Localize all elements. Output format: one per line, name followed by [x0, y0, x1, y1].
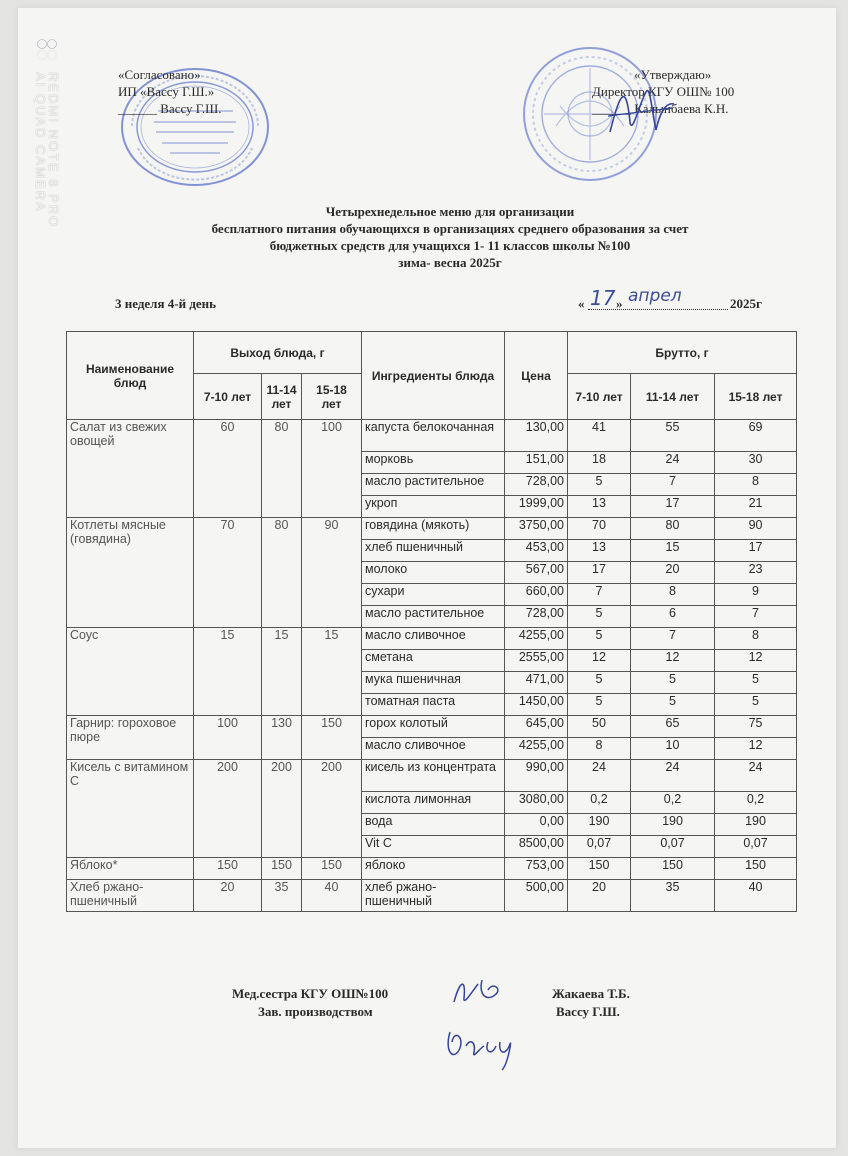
director-signature [600, 72, 680, 146]
price-cell: 753,00 [505, 858, 568, 880]
gross-15-18-cell: 5 [715, 672, 797, 694]
header-gross-age-15-18: 15-18 лет [715, 374, 797, 420]
gross-7-10-cell: 12 [568, 650, 631, 672]
header-dish-name: Наименование блюд [67, 332, 194, 420]
gross-7-10-cell: 5 [568, 606, 631, 628]
dish-name-cell: Салат из свежих овощей [67, 420, 194, 518]
document-title [120, 203, 780, 271]
gross-15-18-cell: 0,07 [715, 836, 797, 858]
header-gross-age-11-14: 11-14 лет [631, 374, 715, 420]
ingredient-cell: вода [362, 814, 505, 836]
nurse-signature [448, 972, 508, 1012]
output-15-18-cell: 100 [302, 420, 362, 518]
price-cell: 4255,00 [505, 738, 568, 760]
ingredient-cell: яблоко [362, 858, 505, 880]
week-day-label: 3 неделя 4-й день [115, 296, 217, 311]
ingredient-cell: кислота лимонная [362, 792, 505, 814]
gross-11-14-cell: 0,2 [631, 792, 715, 814]
price-cell: 500,00 [505, 880, 568, 912]
approval-left-line3: ______ Вассу Г.Ш. [118, 101, 222, 116]
table-header [67, 332, 797, 420]
gross-11-14-cell: 7 [631, 474, 715, 496]
dish-name-cell: Гарнир: гороховое пюре [67, 716, 194, 760]
dish-name-cell: Хлеб ржано-пшеничный [67, 880, 194, 912]
gross-15-18-cell: 7 [715, 606, 797, 628]
gross-11-14-cell: 5 [631, 672, 715, 694]
gross-11-14-cell: 150 [631, 858, 715, 880]
gross-7-10-cell: 5 [568, 694, 631, 716]
ingredient-cell: мука пшеничная [362, 672, 505, 694]
gross-15-18-cell: 30 [715, 452, 797, 474]
title-line2: бесплатного питания обучающихся в организациях среднего образования за счет [211, 221, 689, 236]
ingredient-cell: масло сливочное [362, 738, 505, 760]
watermark-text [34, 72, 60, 228]
title-line3: бюджетных средств для учащихся 1- 11 классов школы №100 [269, 238, 631, 253]
price-cell: 2555,00 [505, 650, 568, 672]
price-cell: 0,00 [505, 814, 568, 836]
dish-name-cell: Яблоко* [67, 858, 194, 880]
gross-7-10-cell: 20 [568, 880, 631, 912]
output-11-14-cell: 150 [262, 858, 302, 880]
price-cell: 645,00 [505, 716, 568, 738]
output-15-18-cell: 90 [302, 518, 362, 628]
price-cell: 453,00 [505, 540, 568, 562]
gross-7-10-cell: 150 [568, 858, 631, 880]
price-cell: 728,00 [505, 606, 568, 628]
gross-15-18-cell: 0,2 [715, 792, 797, 814]
gross-15-18-cell: 21 [715, 496, 797, 518]
gross-7-10-cell: 24 [568, 760, 631, 792]
ingredient-cell: горох колотый [362, 716, 505, 738]
output-15-18-cell: 40 [302, 880, 362, 912]
ingredient-cell: сметана [362, 650, 505, 672]
ingredient-cell: Vit C [362, 836, 505, 858]
dish-name-cell: Кисель с витамином С [67, 760, 194, 858]
price-cell: 8500,00 [505, 836, 568, 858]
gross-11-14-cell: 65 [631, 716, 715, 738]
chef-signature [440, 1012, 526, 1076]
gross-11-14-cell: 17 [631, 496, 715, 518]
price-cell: 130,00 [505, 420, 568, 452]
ingredient-cell: говядина (мякоть) [362, 518, 505, 540]
gross-11-14-cell: 10 [631, 738, 715, 760]
gross-7-10-cell: 5 [568, 628, 631, 650]
approval-right-line1: «Утверждаю» [634, 67, 712, 82]
menu-table [66, 331, 797, 912]
gross-15-18-cell: 40 [715, 880, 797, 912]
ingredient-cell: морковь [362, 452, 505, 474]
price-cell: 990,00 [505, 760, 568, 792]
table-row [67, 880, 797, 912]
gross-15-18-cell: 150 [715, 858, 797, 880]
gross-15-18-cell: 8 [715, 628, 797, 650]
gross-15-18-cell: 69 [715, 420, 797, 452]
gross-7-10-cell: 8 [568, 738, 631, 760]
gross-7-10-cell: 70 [568, 518, 631, 540]
ingredient-cell: укроп [362, 496, 505, 518]
gross-7-10-cell: 190 [568, 814, 631, 836]
header-output-age-7-10: 7-10 лет [194, 374, 262, 420]
camera-watermark [34, 38, 60, 278]
output-15-18-cell: 200 [302, 760, 362, 858]
ingredient-cell: молоко [362, 562, 505, 584]
output-7-10-cell: 15 [194, 628, 262, 716]
ingredient-cell: сухари [362, 584, 505, 606]
output-11-14-cell: 15 [262, 628, 302, 716]
ingredient-cell: масло растительное [362, 474, 505, 496]
gross-11-14-cell: 7 [631, 628, 715, 650]
ingredient-cell: томатная паста [362, 694, 505, 716]
chef-name: Вассу Г.Ш. [556, 1004, 620, 1019]
output-7-10-cell: 70 [194, 518, 262, 628]
nurse-name: Жакаева Т.Б. [552, 986, 630, 1001]
output-7-10-cell: 200 [194, 760, 262, 858]
gross-7-10-cell: 50 [568, 716, 631, 738]
ingredient-cell: кисель из концентрата [362, 760, 505, 792]
output-15-18-cell: 150 [302, 716, 362, 760]
gross-15-18-cell: 190 [715, 814, 797, 836]
date-open-quote: « [578, 296, 585, 311]
gross-7-10-cell: 13 [568, 540, 631, 562]
gross-15-18-cell: 75 [715, 716, 797, 738]
gross-11-14-cell: 8 [631, 584, 715, 606]
output-15-18-cell: 15 [302, 628, 362, 716]
gross-11-14-cell: 0,07 [631, 836, 715, 858]
approval-right-line2: Директор КГУ ОШ№ 100 [592, 84, 735, 99]
gross-11-14-cell: 190 [631, 814, 715, 836]
gross-11-14-cell: 20 [631, 562, 715, 584]
table-row [67, 716, 797, 738]
gross-7-10-cell: 0,07 [568, 836, 631, 858]
date-underline [588, 309, 728, 310]
output-7-10-cell: 60 [194, 420, 262, 518]
gross-11-14-cell: 12 [631, 650, 715, 672]
header-output-age-15-18: 15-18 лет [302, 374, 362, 420]
price-cell: 660,00 [505, 584, 568, 606]
output-7-10-cell: 150 [194, 858, 262, 880]
ingredient-cell: масло растительное [362, 606, 505, 628]
gross-11-14-cell: 6 [631, 606, 715, 628]
approval-left-line1: «Согласовано» [118, 67, 201, 82]
header-price: Цена [505, 332, 568, 420]
ingredient-cell: капуста белокочанная [362, 420, 505, 452]
table-row [67, 420, 797, 452]
price-cell: 151,00 [505, 452, 568, 474]
table-row [67, 760, 797, 792]
output-11-14-cell: 35 [262, 880, 302, 912]
gross-7-10-cell: 13 [568, 496, 631, 518]
gross-11-14-cell: 24 [631, 760, 715, 792]
output-11-14-cell: 80 [262, 420, 302, 518]
title-line1: Четырехнедельное меню для организации [325, 204, 575, 219]
output-15-18-cell: 150 [302, 858, 362, 880]
table-row [67, 628, 797, 650]
gross-7-10-cell: 0,2 [568, 792, 631, 814]
date-day-handwritten: 17 [590, 286, 616, 310]
nurse-label: Мед.сестра КГУ ОШ№100 [232, 986, 389, 1001]
title-line4: зима- весна 2025г [398, 255, 502, 270]
ingredient-cell: хлеб ржано-пшеничный [362, 880, 505, 912]
header-gross-age-7-10: 7-10 лет [568, 374, 631, 420]
output-7-10-cell: 20 [194, 880, 262, 912]
dish-name-cell: Соус [67, 628, 194, 716]
gross-11-14-cell: 15 [631, 540, 715, 562]
gross-7-10-cell: 5 [568, 474, 631, 496]
gross-11-14-cell: 35 [631, 880, 715, 912]
gross-15-18-cell: 90 [715, 518, 797, 540]
camera-logo-icon [36, 38, 58, 72]
price-cell: 567,00 [505, 562, 568, 584]
gross-15-18-cell: 24 [715, 760, 797, 792]
price-cell: 1450,00 [505, 694, 568, 716]
approval-left-block [118, 66, 221, 117]
chef-label: Зав. производством [258, 1004, 373, 1019]
date-year: 2025г [730, 296, 762, 311]
header-output: Выход блюда, г [194, 332, 362, 374]
gross-11-14-cell: 5 [631, 694, 715, 716]
table-row [67, 518, 797, 540]
gross-15-18-cell: 8 [715, 474, 797, 496]
price-cell: 471,00 [505, 672, 568, 694]
gross-15-18-cell: 12 [715, 738, 797, 760]
watermark-line1: REDMI NOTE 8 PRO [46, 72, 61, 229]
ingredient-cell: масло сливочное [362, 628, 505, 650]
gross-15-18-cell: 9 [715, 584, 797, 606]
price-cell: 3080,00 [505, 792, 568, 814]
date-month-handwritten: апрел [628, 286, 682, 306]
gross-7-10-cell: 17 [568, 562, 631, 584]
price-cell: 728,00 [505, 474, 568, 496]
ingredient-cell: хлеб пшеничный [362, 540, 505, 562]
approval-right-line3: ______ Калынбаева К.Н. [592, 101, 729, 116]
price-cell: 3750,00 [505, 518, 568, 540]
gross-15-18-cell: 5 [715, 694, 797, 716]
price-cell: 4255,00 [505, 628, 568, 650]
price-cell: 1999,00 [505, 496, 568, 518]
gross-15-18-cell: 12 [715, 650, 797, 672]
gross-11-14-cell: 80 [631, 518, 715, 540]
header-output-age-11-14: 11-14 лет [262, 374, 302, 420]
header-ingredients: Ингредиенты блюда [362, 332, 505, 420]
output-11-14-cell: 130 [262, 716, 302, 760]
table-row [67, 858, 797, 880]
gross-15-18-cell: 17 [715, 540, 797, 562]
dish-name-cell: Котлеты мясные (говядина) [67, 518, 194, 628]
gross-7-10-cell: 5 [568, 672, 631, 694]
gross-7-10-cell: 18 [568, 452, 631, 474]
output-11-14-cell: 80 [262, 518, 302, 628]
gross-7-10-cell: 7 [568, 584, 631, 606]
gross-7-10-cell: 41 [568, 420, 631, 452]
output-7-10-cell: 100 [194, 716, 262, 760]
output-11-14-cell: 200 [262, 760, 302, 858]
header-gross: Брутто, г [568, 332, 797, 374]
approval-left-line2: ИП «Вассу Г.Ш.» [118, 84, 215, 99]
table-body [67, 420, 797, 912]
watermark-line2: AI QUAD CAMERA [33, 72, 48, 213]
gross-15-18-cell: 23 [715, 562, 797, 584]
date-close-quote: » [616, 296, 623, 311]
gross-11-14-cell: 24 [631, 452, 715, 474]
gross-11-14-cell: 55 [631, 420, 715, 452]
